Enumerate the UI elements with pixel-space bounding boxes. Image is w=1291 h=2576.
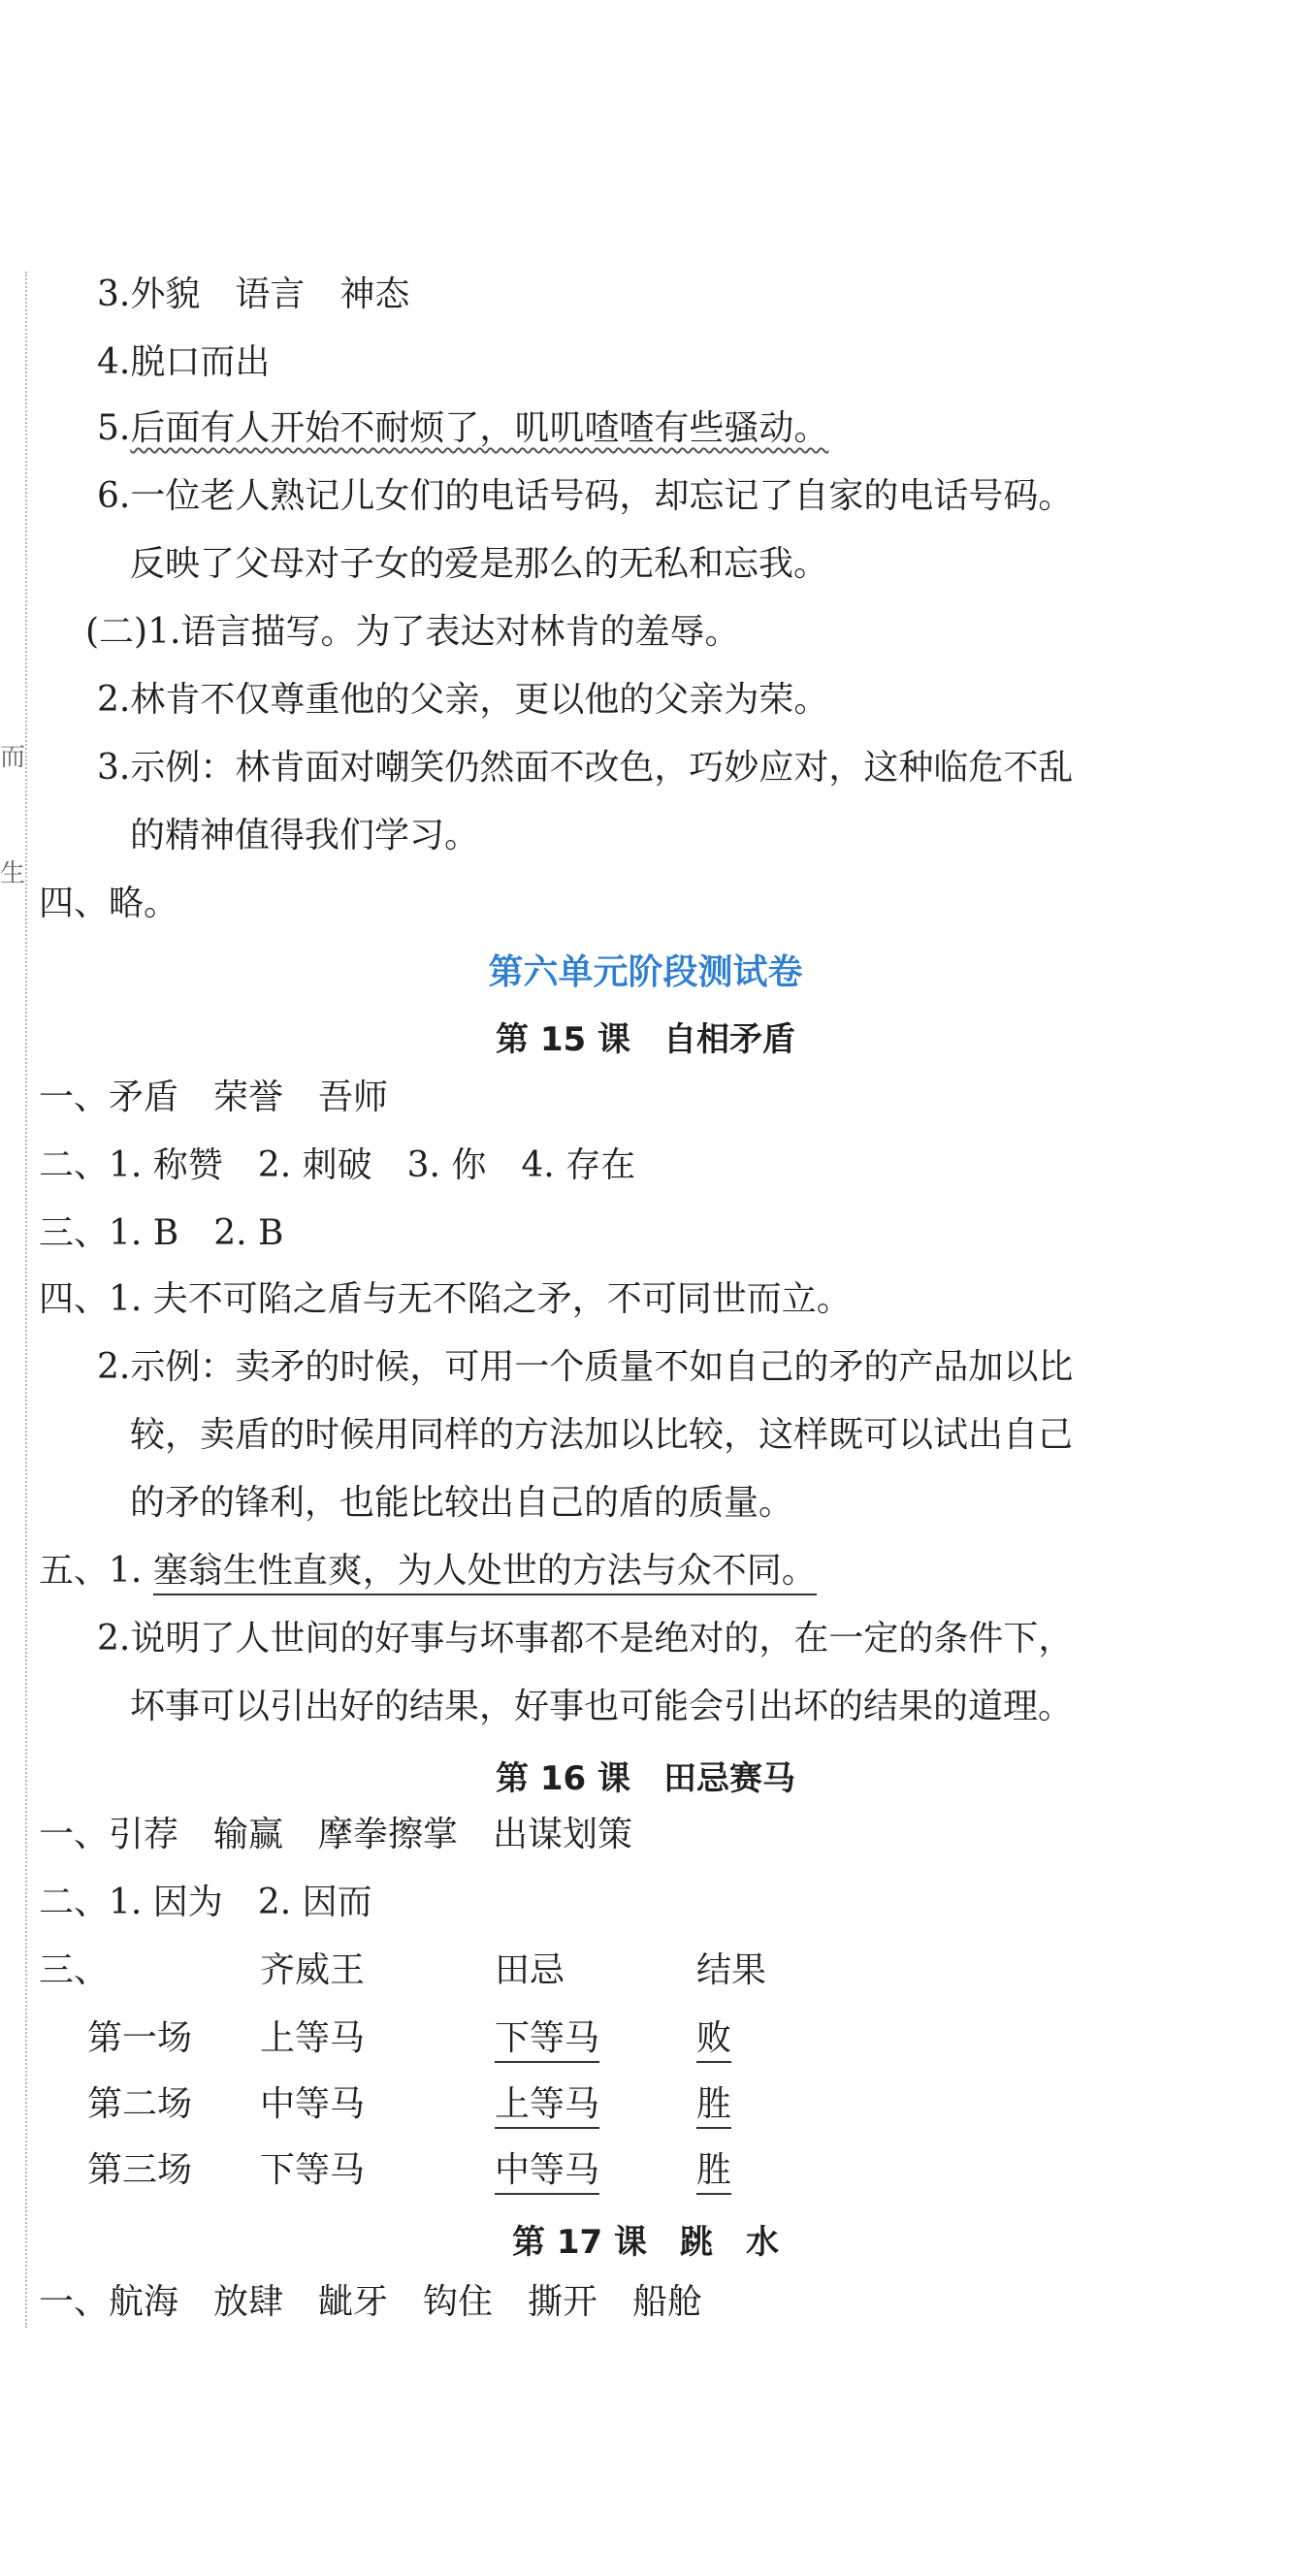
underlined-answer: 胜 — [696, 2150, 731, 2195]
table-header: 结果 — [696, 1950, 767, 1990]
answer-line: 3.示例：林肯面对嘲笑仍然面不改色，巧妙应对，这种临危不乱 — [97, 748, 1074, 788]
table-cell — [696, 2149, 731, 2192]
lesson-title: 第 16 课 田忌赛马 — [496, 1759, 795, 1798]
answer-line: (二)1.语言描写。为了表达对林肯的羞辱。 — [85, 612, 740, 652]
table-cell: 第一场 — [87, 2018, 193, 2058]
lesson-title: 第 15 课 自相矛盾 — [496, 1020, 795, 1059]
answer-line: 2.示例：卖矛的时候，可用一个质量不如自己的矛的产品加以比 — [97, 1347, 1074, 1387]
table-cell — [696, 2017, 731, 2060]
binding-margin-line — [25, 272, 27, 2328]
wavy-underlined-sentence: 后面有人开始不耐烦了，叽叽喳喳有些骚动。 — [130, 408, 829, 448]
table-cell: 第三场 — [87, 2150, 193, 2190]
answer-line: 的矛的锋利，也能比较出自己的盾的质量。 — [130, 1483, 794, 1523]
answer-line: 反映了父母对子女的爱是那么的无私和忘我。 — [130, 544, 829, 584]
underlined-answer: 下等马 — [495, 2018, 599, 2063]
answer-line: 二、1. 因为 2. 因而 — [39, 1883, 372, 1922]
answer-line: 一、航海 放肆 龇牙 钩住 撕开 船舱 — [39, 2282, 703, 2322]
answer-line — [39, 1550, 817, 1593]
margin-mark: 而 — [0, 743, 26, 772]
answer-line: 三、1. B 2. B — [39, 1213, 284, 1253]
table-cell — [495, 2017, 599, 2060]
underlined-sentence: 塞翁生性直爽，为人处世的方法与众不同。 — [153, 1551, 817, 1595]
answer-line: 3.外貌 语言 神态 — [97, 274, 410, 314]
underlined-answer: 胜 — [696, 2084, 731, 2129]
answer-line: 较，卖盾的时候用同样的方法加以比较，这样既可以试出自己 — [130, 1415, 1074, 1455]
answer-line: 的精神值得我们学习。 — [130, 816, 480, 855]
unit-title: 第六单元阶段测试卷 — [488, 952, 803, 992]
table-cell: 下等马 — [260, 2150, 366, 2190]
answer-line — [97, 407, 828, 450]
table-cell — [495, 2149, 599, 2192]
answer-prefix: 五、1. — [39, 1551, 153, 1591]
underlined-answer: 上等马 — [495, 2084, 599, 2129]
answer-line: 四、1. 夫不可陷之盾与无不陷之矛，不可同世而立。 — [39, 1279, 852, 1319]
answer-line: 坏事可以引出好的结果，好事也可能会引出坏的结果的道理。 — [130, 1687, 1074, 1726]
table-header: 齐威王 — [260, 1950, 366, 1990]
table-cell: 上等马 — [260, 2018, 366, 2058]
answer-prefix: 5. — [97, 408, 131, 448]
answer-line: 2.林肯不仅尊重他的父亲，更以他的父亲为荣。 — [97, 680, 829, 720]
table-cell — [696, 2083, 731, 2126]
underlined-answer: 中等马 — [495, 2150, 599, 2195]
answer-line: 一、引荐 输赢 摩拳擦掌 出谋划策 — [39, 1815, 633, 1854]
underlined-answer: 败 — [696, 2018, 731, 2063]
answer-line: 四、略。 — [39, 884, 179, 923]
answer-line: 4.脱口而出 — [97, 342, 271, 382]
lesson-title: 第 17 课 跳 水 — [512, 2223, 779, 2262]
answer-line: 6.一位老人熟记儿女们的电话号码，却忘记了自家的电话号码。 — [97, 476, 1074, 516]
margin-mark: 生 — [0, 859, 26, 888]
table-cell: 中等马 — [260, 2084, 366, 2124]
table-label: 三、 — [39, 1950, 110, 1990]
table-cell — [495, 2083, 599, 2126]
answer-line: 2.说明了人世间的好事与坏事都不是绝对的，在一定的条件下， — [97, 1619, 1074, 1658]
answer-line: 二、1. 称赞 2. 刺破 3. 你 4. 存在 — [39, 1145, 636, 1185]
table-header: 田忌 — [495, 1950, 565, 1990]
table-cell: 第二场 — [87, 2084, 193, 2124]
answer-line: 一、矛盾 荣誉 吾师 — [39, 1078, 389, 1117]
